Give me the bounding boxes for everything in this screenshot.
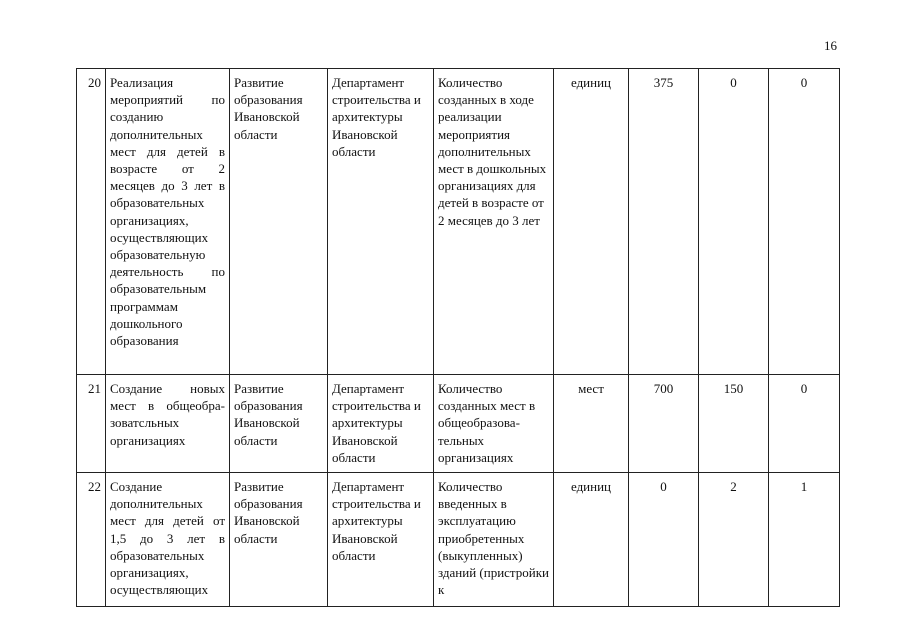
unit-cell: единиц — [554, 473, 629, 607]
table-row — [77, 69, 840, 375]
activity-name: Реализация мероприятий по созданию дополнительных мест для детей в возрасте от 2 месяцев до 3 лет в образовательных организациях, осуществляющих образовательную деятельность по образовательным программам дошкольного образования — [106, 69, 230, 375]
value-cell-1: 375 — [629, 69, 699, 375]
indicator-name: Количество введенных в эксплуатацию приобретенных (выкупленных) зданий (пристройки к — [434, 473, 554, 607]
value-cell-1: 0 — [629, 473, 699, 607]
value-cell-1: 700 — [629, 375, 699, 473]
unit-cell: единиц — [554, 69, 629, 375]
executor-name: Департамент строительства и архитектуры Ивановской области — [328, 375, 434, 473]
value-cell-3: 1 — [769, 473, 840, 607]
value-cell-3: 0 — [769, 375, 840, 473]
activity-name: Создание дополнительных мест для детей от 1,5 до 3 лет в образовательных организациях, осуществляющих — [106, 473, 230, 607]
value-cell-2: 150 — [699, 375, 769, 473]
program-indicators-table — [76, 68, 840, 607]
table-row — [77, 375, 840, 473]
row-number: 20 — [77, 69, 106, 375]
program-name: Развитие образования Ивановской области — [230, 473, 328, 607]
table-row — [77, 473, 840, 607]
indicator-name: Количество созданных в ходе реализации мероприятия дополнительных мест в дошкольных организациях для детей в возрасте от 2 месяцев до 3 лет — [434, 69, 554, 375]
executor-name: Департамент строительства и архитектуры Ивановской области — [328, 473, 434, 607]
row-number: 21 — [77, 375, 106, 473]
program-name: Развитие образования Ивановской области — [230, 375, 328, 473]
executor-name: Департамент строительства и архитектуры Ивановской области — [328, 69, 434, 375]
value-cell-2: 2 — [699, 473, 769, 607]
value-cell-3: 0 — [769, 69, 840, 375]
page-number: 16 — [824, 38, 837, 53]
indicator-name: Количество созданных мест в общеобразова-тельных организациях — [434, 375, 554, 473]
activity-name: Создание новых мест в общеобра-зоватсльных организациях — [106, 375, 230, 473]
value-cell-2: 0 — [699, 69, 769, 375]
row-number: 22 — [77, 473, 106, 607]
unit-cell: мест — [554, 375, 629, 473]
program-name: Развитие образования Ивановской области — [230, 69, 328, 375]
